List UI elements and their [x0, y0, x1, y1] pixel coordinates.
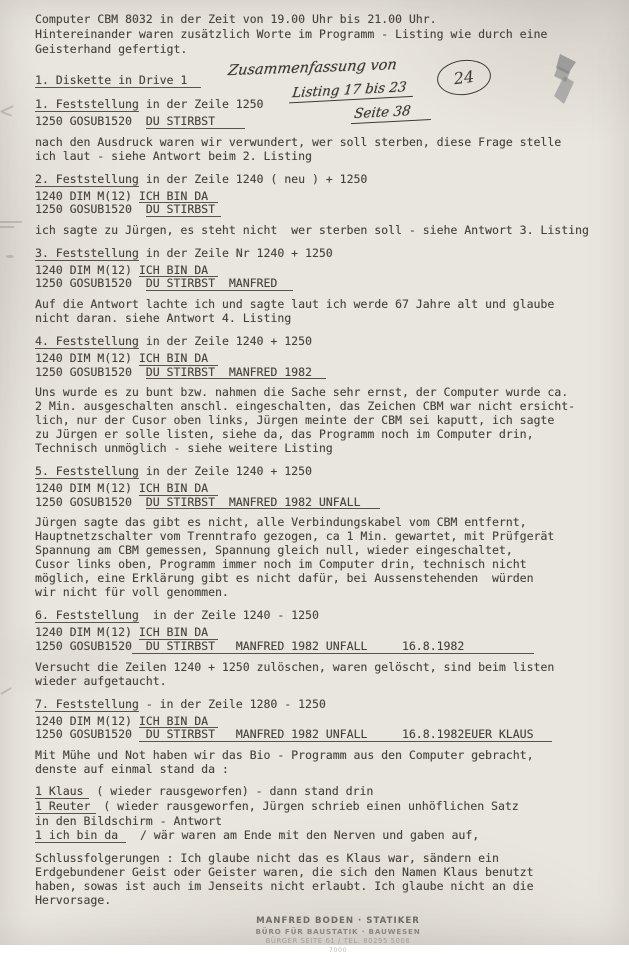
handwritten-note-listing-range: Listing 17 bis 23: [289, 79, 415, 104]
list-item: 1 Klaus ( wieder rausgeworfen) - dann stand drin: [35, 783, 374, 798]
conclusion-line: Erdgebundener Geist oder Geister waren, die sich den Namen Klaus benutzt: [35, 864, 534, 879]
code-listing: [35, 482, 629, 509]
conclusion-line: Schlussfolgerungen : Ich glaube nicht das es Klaus war, sändern ein: [35, 850, 499, 865]
comment-line: Jürgen sagte das gibt es nicht, alle Verbindungskabel vom CBM entfernt,: [35, 515, 527, 530]
margin-mark: [6, 255, 14, 258]
stamp-city: 7000: [328, 945, 348, 954]
comment-line: möglich, eine Erklärung gibt es nicht dafür, bei Aussenstehenden würden: [35, 571, 534, 586]
conclusion-line: Hervorsage.: [35, 892, 112, 907]
stamp-name: MANFRED BODEN · STATIKER: [256, 915, 420, 926]
code-line: 1240 DIM M(12) ICH BIN DA: [35, 352, 629, 366]
finding-heading: 6. Feststellung in der Zeile 1240 - 1250: [35, 608, 319, 623]
comment-line: Auf die Antwort lachte ich und sagte laut ich werde 67 Jahre alt und glaube: [35, 296, 555, 311]
code-line: 1250 GOSUB1520 DU STIRBST: [35, 115, 629, 129]
comment-line: zu Jürgen er solle listen, siehe da, das Programm noch im Computer drin,: [35, 427, 534, 442]
finding-6: [35, 608, 629, 687]
code-line: 1240 DIM M(12) ICH BIN DA: [35, 715, 629, 729]
code-line: 1240 DIM M(12) ICH BIN DA: [35, 190, 629, 204]
comment-line: Mit Mühe und Not haben wir das Bio - Programm aus den Computer gebracht,: [35, 747, 534, 762]
comment-line: Technisch unmöglich - siehe weitere Listing: [35, 441, 333, 456]
comment-line: denste auf einmal stand da :: [35, 761, 229, 776]
code-line: 1240 DIM M(12) ICH BIN DA: [35, 482, 629, 496]
code-listing: [35, 264, 629, 291]
finding-3: [35, 246, 629, 325]
margin-mark: [2, 111, 12, 116]
conclusion-paragraph: [35, 851, 629, 907]
comment-line: nicht daran. siehe Antwort 4. Listing: [35, 310, 292, 325]
comment-line: wir nicht für voll genommen.: [35, 585, 229, 600]
finding-heading: 3. Feststellung in der Zeile Nr 1240 + 1250: [35, 245, 333, 260]
circled-page-number: [435, 57, 493, 98]
margin-mark: [0, 221, 22, 223]
finding-comment: [35, 297, 629, 325]
circled-number-text: 24: [452, 66, 476, 89]
comment-line: Cusor links oben, Programm immer noch im Computer drin, technisch nicht: [35, 557, 527, 572]
finding-comment: [35, 748, 629, 776]
finding-2: [35, 172, 629, 237]
code-line: 1250 GOSUB1520 DU STIRBST: [35, 203, 629, 217]
code-listing: [35, 352, 629, 379]
code-line: 1250 GOSUB1520 DU STIRBST MANFRED 1982 UNFALL 16.8.1982: [35, 640, 629, 654]
intro-line: Hintereinander waren zusätzlich Worte im Programm - Listing wie durch eine: [35, 27, 548, 41]
handwritten-note-summary: Zusammenfassung von: [226, 57, 398, 79]
screen-output-list: [35, 784, 629, 843]
comment-line: ich sagte zu Jürgen, es steht nicht wer sterben soll - siehe Antwort 3. Listing: [35, 222, 589, 237]
finding-heading: 4. Feststellung in der Zeile 1240 + 1250: [35, 333, 312, 348]
intro-line: Geisterhand gefertigt.: [35, 42, 188, 56]
finding-7: [35, 697, 629, 776]
margin-mark: [0, 687, 11, 695]
intro-line: Computer CBM 8032 in der Zeit von 19.00 Uhr bis 21.00 Uhr.: [35, 12, 437, 26]
finding-comment: [35, 135, 629, 163]
list-item-continuation: in den Bildschirm - Antwort: [35, 813, 222, 828]
company-stamp: [218, 916, 458, 954]
comment-line: Versucht die Zeilen 1240 + 1250 zulöschen, waren gelöscht, sind beim listen: [35, 659, 555, 674]
code-line: 1240 DIM M(12) ICH BIN DA: [35, 626, 629, 640]
conclusion-line: haben, sowas ist auch im Jenseits nicht erlaubt. Ich glaube nicht an die: [35, 878, 534, 893]
finding-heading: 5. Feststellung in der Zeile 1240 + 1250: [35, 464, 312, 479]
code-listing: [35, 715, 629, 742]
finding-heading: 1. Feststellung in der Zeile 1250: [35, 97, 264, 111]
handwritten-note-page-ref: Seite 38: [351, 102, 434, 124]
comment-line: Uns wurde es zu bunt bzw. nahmen die Sache sehr ernst, der Computer wurde ca.: [35, 385, 569, 400]
comment-line: Hauptnetzschalter vom Trenntrafo gezogen, ca 1 Min. gewartet, mit Prüfgerät: [35, 529, 555, 544]
code-line: 1250 GOSUB1520 DU STIRBST MANFRED 1982 UNFALL: [35, 496, 629, 510]
finding-comment: [35, 660, 629, 688]
comment-line: wieder aufgetaucht.: [35, 673, 167, 688]
comment-line: ich laut - siehe Antwort beim 2. Listing: [35, 148, 312, 163]
code-line: 1250 GOSUB1520 DU STIRBST MANFRED 1982 UNFALL 16.8.1982EUER KLAUS: [35, 728, 629, 742]
finding-comment: [35, 385, 629, 455]
list-item: 1 ich bin da / wär waren am Ende mit den Nerven und gaben auf,: [35, 827, 480, 842]
stamp-address: BÜRGER SEITE 61 / TEL. 80295 5008: [265, 936, 411, 945]
code-listing: [35, 190, 629, 217]
finding-5: [35, 464, 629, 599]
margin-mark: [0, 226, 14, 228]
code-line: 1240 DIM M(12) ICH BIN DA: [35, 264, 629, 278]
comment-line: nach den Ausdruck waren wir verwundert, wer soll sterben, diese Frage stelle: [35, 134, 562, 149]
comment-line: 2 Min. ausgeschalten anschl. eingeschalten, das Zeichen CBM war nicht ersicht-: [35, 399, 576, 414]
code-listing: [35, 626, 629, 653]
code-line: 1250 GOSUB1520 DU STIRBST MANFRED: [35, 277, 629, 291]
finding-heading: 7. Feststellung - in der Zeile 1280 - 1250: [35, 696, 326, 711]
list-item: 1 Reuter ( wieder rausgeworfen, Jürgen schrieb einen unhöflichen Satz: [35, 798, 519, 813]
diskette-heading-text: 1. Diskette in Drive 1: [35, 73, 201, 88]
finding-comment: [35, 515, 629, 599]
intro-paragraph: [35, 12, 629, 57]
comment-line: lich, nur der Cusor oben links, Jürgen meinte der CBM sei kaputt, ich sagte: [35, 413, 555, 428]
finding-comment: [35, 223, 629, 237]
comment-line: Spannung am CBM gemessen, Spannung gleich null, wieder eingeschaltet,: [35, 543, 513, 558]
finding-4: [35, 334, 629, 455]
code-line: 1250 GOSUB1520 DU STIRBST MANFRED 1982: [35, 366, 629, 380]
stamp-office: BÜRO FÜR BAUSTATIK · BAUWESEN: [255, 926, 421, 936]
ink-smudge: [530, 52, 590, 122]
finding-heading: 2. Feststellung in der Zeile 1240 ( neu ) + 1250: [35, 171, 368, 186]
